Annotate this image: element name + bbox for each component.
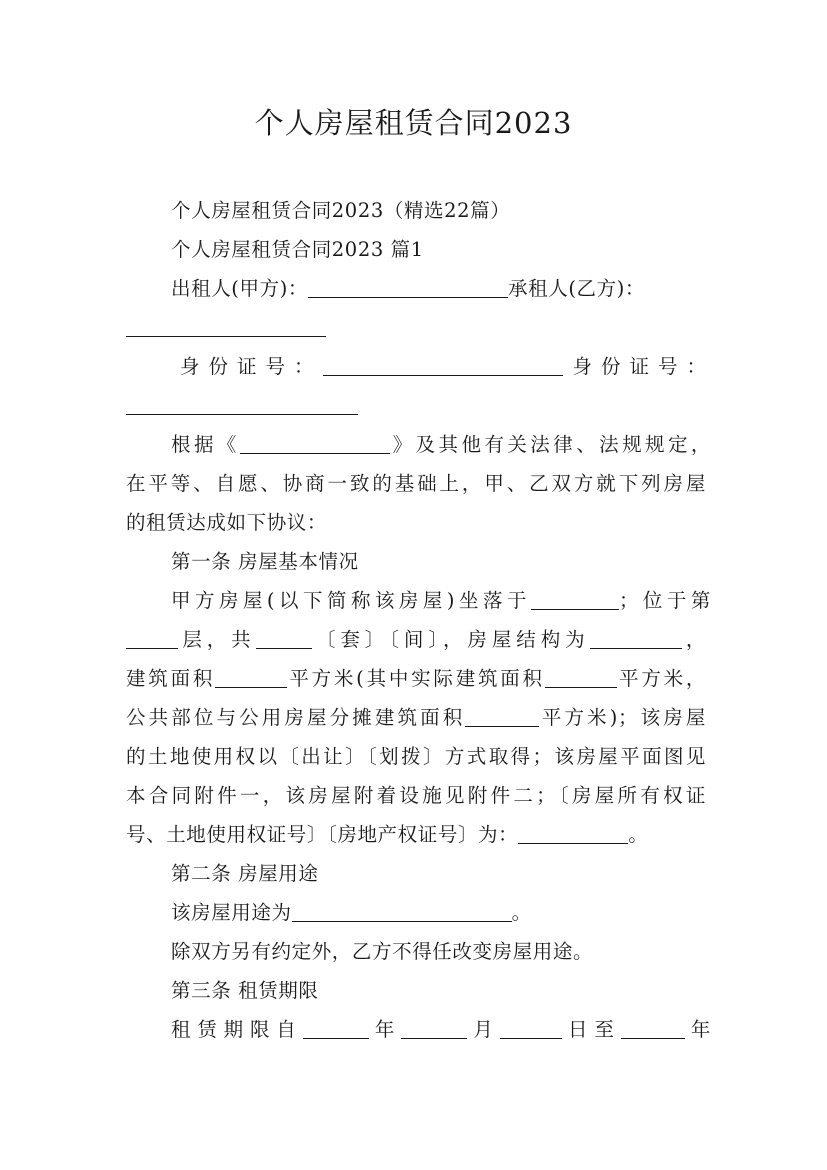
id-blank-1 [323,355,563,376]
article-1-line-6: 本合同附件一，该房屋附着设施见附件二；〔房屋所有权证 [126,784,706,807]
usage-blank [292,901,512,922]
actual-area-text: 平方米(其中实际建筑面积 [287,667,545,690]
article-3-line-1 [171,1015,711,1045]
area-blank [215,667,287,688]
end-year-label: 年 [684,1018,711,1041]
id-blank-2 [126,394,358,415]
floor-blank [126,628,178,649]
shared-area-suffix: 平方米)；该房屋 [539,706,706,729]
lessee-label: 承租人(乙方)： [508,277,646,300]
article-2-line-1 [171,898,711,928]
period: 。 [628,823,649,846]
article-2-heading: 第二条 房屋用途 [171,862,319,885]
term-text: 租赁期限自 [171,1018,303,1041]
location-blank [531,589,619,610]
total-text: 层，共 [178,628,256,651]
basis-line-3: 的租赁达成如下协议： [126,511,328,534]
id-blank-line [126,391,706,421]
article-1-line-1 [171,586,711,616]
location-text: 甲方房屋(以下简称该房屋)坐落于 [171,589,531,612]
sqm-text: 平方米， [616,667,706,690]
lessor-blank [308,277,508,298]
day-to-label: 日至 [561,1018,621,1041]
start-month-blank [401,1018,467,1039]
subtitle: 个人房屋租赁合同2023（精选22篇） [171,199,511,222]
article-3-heading: 第三条 租赁期限 [171,979,319,1002]
floor-text: ；位于第 [618,589,711,612]
article-1-line-2 [126,625,706,655]
article-1-line-7 [126,820,706,850]
article-1-heading: 第一条 房屋基本情况 [171,550,359,573]
certificate-blank [518,823,628,844]
structure-blank [590,628,682,649]
certificate-text: 号、土地使用权证号〕〔房地产权证号〕为： [126,823,519,846]
actual-area-blank [545,667,617,688]
lessor-label: 出租人(甲方)： [171,277,309,300]
basis-line-2: 在平等、自愿、协商一致的基础上，甲、乙双方就下列房屋 [126,472,706,495]
lessee-blank-line [126,313,706,343]
article-1-line-5: 的土地使用权以〔出让〕〔划拨〕方式取得；该房屋平面图见 [126,745,706,768]
id-line [180,352,720,382]
article-1-line-4 [126,703,706,733]
year-label: 年 [368,1018,402,1041]
article-2-line-2: 除双方另有约定外，乙方不得任改变房屋用途。 [171,940,594,963]
part-heading: 个人房屋租赁合同2023 篇1 [171,238,424,261]
shared-area-text: 公共部位与公用房屋分摊建筑面积 [126,706,466,729]
article-1-line-3 [126,664,706,694]
area-text: 建筑面积 [126,667,216,690]
start-day-blank [500,1018,562,1039]
end-year-blank [621,1018,685,1039]
usage-period: 。 [511,901,532,924]
document-title: 个人房屋租赁合同2023 [254,106,573,140]
month-label: 月 [467,1018,500,1041]
usage-text: 该房屋用途为 [171,901,292,924]
basis-suffix: 》及其他有关法律、法规规定， [389,433,711,456]
basis-prefix: 根据《 [171,433,240,456]
structure-text: 〔套〕〔间〕，房屋结构为 [311,628,590,651]
start-year-blank [303,1018,369,1039]
law-blank [240,433,390,454]
basis-line-1 [171,430,711,460]
comma: ， [681,628,706,651]
units-blank [256,628,312,649]
lessee-blank [126,316,326,337]
id-label-2: 身份证号： [572,355,716,378]
shared-area-blank [465,706,539,727]
parties-line [171,274,711,304]
id-label-1: 身份证号： [180,355,323,378]
